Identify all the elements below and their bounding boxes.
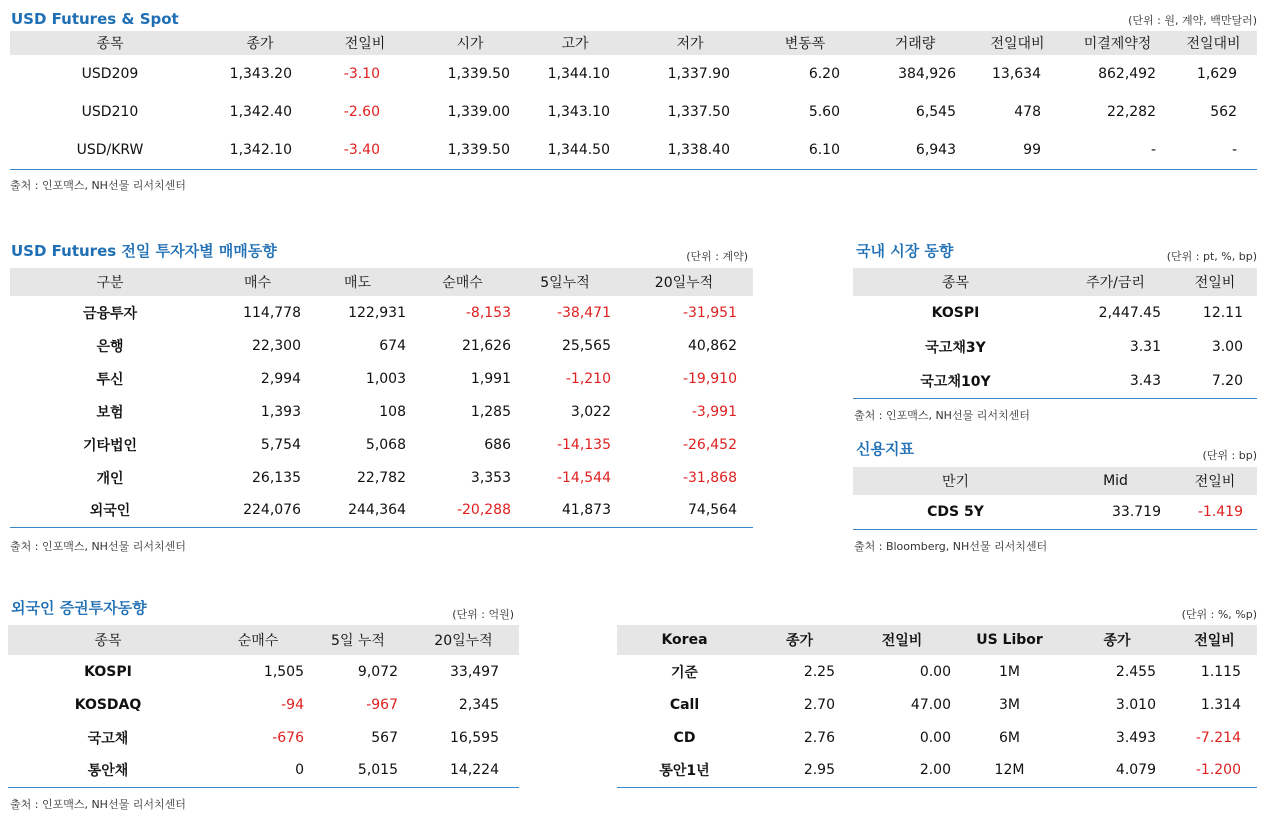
table-row: [10, 329, 753, 362]
header-cell: 주가/금리: [1058, 268, 1173, 296]
table-cell: -3.10: [343, 66, 380, 82]
table-cell: 47.00: [910, 696, 951, 713]
table-cell: 5,754: [260, 436, 301, 453]
table-cell: 384,926: [898, 66, 956, 82]
table-cell: -3,991: [691, 403, 737, 420]
table-row: [10, 296, 753, 329]
table-cell: 14,224: [450, 762, 499, 779]
table-cell: 3.493: [1115, 729, 1156, 746]
header-cell: 순매수: [410, 268, 515, 296]
header-cell: 5일누적: [515, 268, 615, 296]
header-cell: Korea: [617, 625, 752, 655]
header-cell: 종목: [8, 625, 208, 655]
table-row: [8, 754, 519, 787]
header-cell: 매도: [305, 268, 410, 296]
table-cell: 7.20: [1211, 372, 1243, 389]
table-cell: 1,344.10: [547, 66, 610, 82]
table-cell: 1,393: [260, 403, 301, 420]
table-cell: 862,492: [1098, 66, 1156, 82]
table-cell: 3.00: [1211, 339, 1243, 355]
header-cell: 저가: [630, 31, 750, 55]
table-row: [10, 494, 753, 527]
header-cell: 전일대비: [970, 31, 1065, 55]
table-cell: KOSPI: [931, 305, 980, 321]
foreign-title: 외국인 증권투자동향: [11, 599, 147, 617]
table-cell: 6.20: [808, 66, 840, 82]
table-cell: -967: [366, 696, 398, 713]
foreign-source: 출처 : 인포맥스, NH선물 리서치센터: [10, 798, 186, 811]
header-cell: 종가: [210, 31, 310, 55]
table-row: [10, 55, 1257, 93]
table-cell: 1,285: [470, 403, 511, 420]
header-cell: Mid: [1058, 467, 1173, 495]
header-cell: 20일누적: [615, 268, 753, 296]
foreign-table: [8, 625, 519, 788]
header-cell: 전일비: [1173, 467, 1257, 495]
table-cell: -7.214: [1195, 729, 1241, 746]
table-cell: USD210: [81, 104, 139, 120]
rates-table: [617, 625, 1257, 788]
header-cell: 변동폭: [750, 31, 860, 55]
table-cell: 국고채3Y: [925, 340, 986, 356]
table-cell: 22,300: [252, 337, 301, 354]
table-cell: 2.25: [803, 663, 835, 680]
table-row: [10, 461, 753, 494]
table-cell: -676: [272, 729, 304, 746]
table-cell: 40,862: [688, 337, 737, 354]
header-cell: 고가: [520, 31, 630, 55]
usd-futures-source: 출처 : 인포맥스, NH선물 리서치센터: [10, 179, 186, 192]
table-row: [8, 688, 519, 721]
table-cell: 0.00: [919, 729, 951, 746]
credit-unit: (단위 : bp): [1202, 449, 1257, 462]
table-cell: 2.70: [803, 696, 835, 713]
table-cell: USD209: [81, 66, 139, 82]
domestic-unit: (단위 : pt, %, bp): [1166, 250, 1257, 263]
rates-unit: (단위 : %, %p): [1181, 608, 1257, 621]
credit-title: 신용지표: [856, 440, 914, 458]
table-cell: 3,353: [470, 469, 511, 486]
domestic-table: [853, 268, 1257, 399]
table-cell: 3.010: [1115, 696, 1156, 713]
table-cell: CD: [673, 729, 696, 746]
table-cell: 122,931: [348, 304, 406, 321]
table-cell: -1,210: [565, 370, 611, 387]
header-cell: 전일비: [310, 31, 420, 55]
header-cell: 종목: [853, 268, 1058, 296]
table-cell: 1,003: [365, 370, 406, 387]
table-row: [617, 721, 1257, 754]
credit-source: 출처 : Bloomberg, NH선물 리서치센터: [854, 540, 1048, 553]
table-cell: 686: [484, 436, 511, 453]
table-cell: 244,364: [348, 502, 406, 519]
investor-table: [10, 268, 753, 528]
table-cell: -14,135: [556, 436, 611, 453]
table-cell: 26,135: [252, 469, 301, 486]
table-cell: 기준: [670, 664, 699, 681]
header-cell: 만기: [853, 467, 1058, 495]
table-cell: USD/KRW: [76, 141, 144, 158]
table-cell: -38,471: [556, 304, 611, 321]
table-cell: CDS 5Y: [927, 503, 984, 520]
usd-futures-unit: (단위 : 원, 계약, 백만달러): [1128, 14, 1257, 27]
investor-source: 출처 : 인포맥스, NH선물 리서치센터: [10, 540, 186, 553]
table-cell: 6,943: [915, 141, 956, 158]
table-cell: 1.314: [1200, 696, 1241, 713]
table-cell: 1,339.00: [447, 104, 510, 120]
table-cell: -: [1150, 141, 1156, 158]
table-row: [10, 93, 1257, 131]
table-cell: 1,505: [263, 663, 304, 680]
investor-title: USD Futures 전일 투자자별 매매동향: [11, 242, 277, 260]
table-cell: 13,634: [992, 66, 1041, 82]
table-cell: 1.115: [1200, 663, 1241, 680]
table-cell: 국고채: [87, 730, 129, 747]
table-row: [10, 362, 753, 395]
table-cell: 1,337.90: [667, 66, 730, 82]
table-cell: -31,868: [682, 469, 737, 486]
table-cell: 1,339.50: [447, 66, 510, 82]
table-cell: KOSDAQ: [74, 696, 142, 713]
table-cell: -14,544: [556, 469, 611, 486]
table-cell: 4.079: [1115, 762, 1156, 779]
table-cell: 은행: [96, 338, 124, 355]
table-row: [853, 296, 1257, 330]
header-cell: 순매수: [208, 625, 308, 655]
credit-table: [853, 467, 1257, 530]
header-cell: 종목: [10, 31, 210, 55]
table-cell: 1M: [999, 663, 1020, 680]
table-cell: 개인: [96, 470, 124, 487]
table-cell: 33,497: [450, 663, 499, 680]
table-row: [853, 495, 1257, 529]
table-cell: 5.60: [808, 104, 840, 120]
table-cell: Call: [669, 696, 700, 713]
table-cell: 1,343.20: [229, 66, 292, 82]
table-cell: -20,288: [456, 502, 511, 519]
header-cell: 종가: [752, 625, 847, 655]
table-cell: -94: [281, 696, 304, 713]
table-cell: 3,022: [570, 403, 611, 420]
table-cell: 21,626: [462, 337, 511, 354]
table-cell: 금융투자: [82, 305, 138, 322]
table-cell: 224,076: [243, 502, 301, 519]
table-cell: 9,072: [357, 663, 398, 680]
table-cell: -1.200: [1195, 762, 1241, 779]
table-row: [10, 131, 1257, 169]
table-cell: 기타법인: [82, 437, 138, 454]
table-cell: 2,447.45: [1098, 305, 1161, 321]
table-cell: -8,153: [465, 304, 511, 321]
table-cell: 투신: [96, 371, 124, 388]
header-cell: 매수: [210, 268, 305, 296]
table-cell: -31,951: [682, 304, 737, 321]
table-row: [10, 428, 753, 461]
table-cell: 562: [1210, 104, 1237, 120]
table-cell: 6,545: [915, 104, 956, 120]
header-cell: 거래량: [860, 31, 970, 55]
table-cell: 33.719: [1112, 503, 1161, 520]
table-cell: 2,345: [458, 696, 499, 713]
header-cell: 5일 누적: [308, 625, 408, 655]
domestic-title: 국내 시장 동향: [856, 242, 954, 260]
table-row: [8, 721, 519, 754]
table-cell: 567: [371, 729, 398, 746]
header-cell: 종가: [1062, 625, 1172, 655]
table-cell: 외국인: [89, 503, 131, 520]
table-cell: 12M: [994, 762, 1025, 779]
usd-futures-title: USD Futures & Spot: [11, 10, 179, 28]
table-cell: -19,910: [682, 370, 737, 387]
table-cell: 국고채10Y: [920, 373, 991, 390]
table-cell: 2.95: [803, 762, 835, 779]
table-cell: 2.455: [1115, 663, 1156, 680]
table-cell: 3.43: [1129, 372, 1161, 389]
foreign-unit: (단위 : 억원): [452, 608, 514, 621]
table-cell: -26,452: [682, 436, 737, 453]
table-cell: 114,778: [243, 304, 301, 321]
header-cell: 미결제약정: [1065, 31, 1170, 55]
table-row: [10, 395, 753, 428]
table-cell: 108: [379, 403, 406, 420]
table-cell: 0.00: [919, 663, 951, 680]
table-cell: 74,564: [688, 502, 737, 519]
header-cell: 전일대비: [1170, 31, 1257, 55]
table-cell: 1,342.10: [229, 141, 292, 158]
table-cell: 25,565: [562, 337, 611, 354]
table-cell: 6M: [999, 729, 1020, 746]
table-row: [617, 754, 1257, 787]
table-cell: 99: [1023, 141, 1041, 158]
header-cell: 구분: [10, 268, 210, 296]
header-cell: US Libor: [957, 625, 1062, 655]
header-cell: 전일비: [847, 625, 957, 655]
table-row: [617, 655, 1257, 688]
table-cell: 2,994: [260, 370, 301, 387]
table-cell: 1,343.10: [547, 104, 610, 120]
table-cell: 1,629: [1196, 66, 1237, 82]
table-cell: 5,068: [365, 436, 406, 453]
header-cell: 전일비: [1173, 268, 1257, 296]
table-row: [8, 655, 519, 688]
table-cell: 1,337.50: [667, 104, 730, 120]
table-cell: 1,339.50: [447, 141, 510, 158]
header-cell: 시가: [420, 31, 520, 55]
table-cell: 보험: [96, 404, 124, 421]
investor-unit: (단위 : 계약): [686, 250, 748, 263]
table-cell: 3.31: [1129, 339, 1161, 355]
table-cell: 5,015: [357, 762, 398, 779]
table-cell: -2.60: [343, 104, 380, 120]
table-cell: -1.419: [1197, 503, 1243, 520]
table-cell: 1,344.50: [547, 141, 610, 158]
table-cell: 16,595: [450, 729, 499, 746]
table-cell: 1,342.40: [229, 104, 292, 120]
usd-futures-table: [10, 31, 1257, 170]
table-cell: 674: [379, 337, 406, 354]
table-cell: 478: [1014, 104, 1041, 120]
table-cell: 22,782: [357, 469, 406, 486]
table-row: [617, 688, 1257, 721]
table-cell: 12.11: [1202, 305, 1243, 321]
table-cell: 6.10: [808, 141, 840, 158]
table-cell: 22,282: [1107, 104, 1156, 120]
table-cell: 1,338.40: [667, 141, 730, 158]
table-row: [853, 364, 1257, 398]
domestic-source: 출처 : 인포맥스, NH선물 리서치센터: [854, 409, 1030, 422]
table-cell: 2.00: [919, 762, 951, 779]
table-cell: 2.76: [803, 729, 835, 746]
table-cell: KOSPI: [84, 663, 132, 680]
table-cell: 통안채: [87, 763, 129, 780]
table-cell: -: [1231, 141, 1237, 158]
table-cell: 통안1년: [659, 763, 710, 780]
header-cell: 20일누적: [408, 625, 519, 655]
table-row: [853, 330, 1257, 364]
table-cell: 1,991: [470, 370, 511, 387]
table-cell: 0: [295, 762, 304, 779]
table-cell: -3.40: [343, 141, 380, 158]
table-cell: 3M: [999, 696, 1020, 713]
table-cell: 41,873: [562, 502, 611, 519]
header-cell: 전일비: [1172, 625, 1257, 655]
